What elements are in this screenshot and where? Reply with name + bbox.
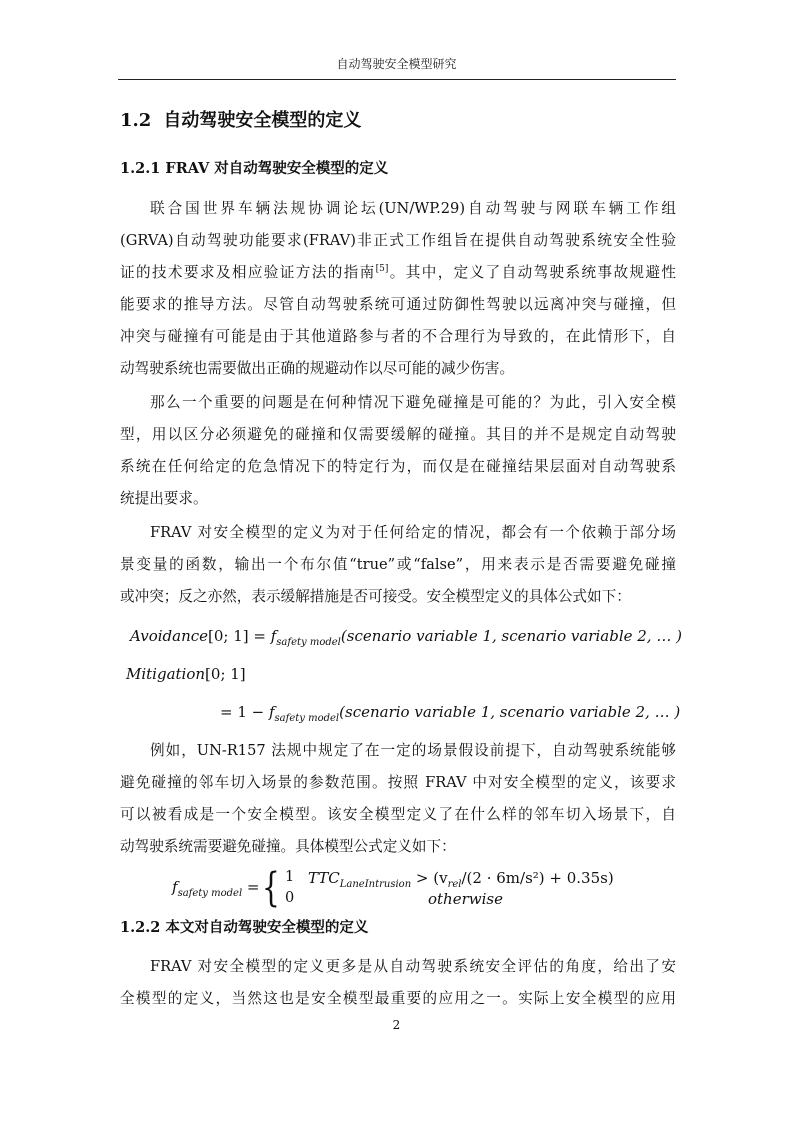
subsection-heading-1: 1.2.1 FRAV 对自动驾驶安全模型的定义: [120, 160, 389, 177]
case-1-value: 1: [285, 869, 295, 885]
case-2-condition: otherwise: [428, 890, 503, 908]
running-header: 自动驾驶安全模型研究: [336, 57, 457, 71]
page-number: 2: [392, 1018, 401, 1032]
case-2-value: 0: [285, 890, 295, 906]
paragraph-1-line: 动驾驶系统也需要做出正确的规避动作以尽可能的减少伤害。: [120, 360, 515, 377]
paragraph-4-line: 避免碰撞的邻车切入场景的参数范围。按照 FRAV 中对安全模型的定义，该要求: [120, 774, 676, 791]
paragraph-1-line: 冲突与碰撞有可能是由于其他道路参与者的不合理行为导致的，在此情形下，自: [120, 328, 676, 345]
equation-safety-model: $f_{safety model}$ =: [172, 878, 260, 899]
section-title: 自动驾驶安全模型的定义: [163, 110, 362, 131]
paragraph-2-line: 统提出要求。: [120, 490, 208, 507]
paragraph-4-line: 动驾驶系统需要避免碰撞。具体模型公式定义如下：: [120, 838, 456, 855]
subsection-heading-2: 1.2.2 本文对自动驾驶安全模型的定义: [120, 919, 369, 936]
paragraph-2-line: 那么一个重要的问题是在何种情况下避免碰撞是可能的？为此，引入安全模: [150, 394, 676, 411]
paragraph-3-line: 或冲突；反之亦然，表示缓解措施是否可接受。安全模型定义的具体公式如下：: [120, 588, 631, 605]
paragraph-1-text: 。其中，定义了自动驾驶系统事故规避性: [388, 264, 676, 281]
section-number: 1.2: [120, 110, 152, 131]
equation-avoidance: Avoidance[0; $1] = f_{safety model}(scenario$ variable 1, scenario variable 2, … ): [130, 627, 682, 648]
paragraph-1-line: 联合国世界车辆法规协调论坛(UN/WP.29)自动驾驶与网联车辆工作组: [150, 200, 676, 217]
paragraph-3-line: 景变量的函数，输出一个布尔值“true”或“false”，用来表示是否需要避免碰撞: [120, 556, 676, 573]
paragraph-2-line: 系统在任何给定的危急情况下的特定行为，而仅是在碰撞结果层面对自动驾驶系: [120, 458, 676, 475]
case-1-condition: $TTC_{LaneIntrusion} > (v_{rel}/(2 \cdot 6m/s^2) + 0.35s)$: [308, 869, 614, 890]
equation-mitigation-lhs: Mitigation[0; 1]: [126, 665, 246, 683]
equation-mitigation-rhs: = $1 - f_{safety model}(scenario$ variable 1, scenario variable 2, … ): [220, 703, 681, 724]
paragraph-1-text: 证的技术要求及相应验证方法的指南: [120, 264, 376, 281]
paragraph-4-line: 例如，UN-R157 法规中规定了在一定的场景假设前提下，自动驾驶系统能够: [150, 742, 676, 759]
header-rule: [118, 79, 676, 80]
piecewise-brace: {: [262, 865, 280, 911]
paragraph-5-line: FRAV 对安全模型的定义更多是从自动驾驶系统安全评估的角度，给出了安: [150, 958, 676, 975]
paragraph-4-line: 可以被看成是一个安全模型。该安全模型定义了在什么样的邻车切入场景下，自: [120, 806, 676, 823]
paragraph-5-line: 全模型的定义，当然这也是安全模型最重要的应用之一。实际上安全模型的应用: [120, 990, 676, 1007]
paragraph-2-line: 型，用以区分必须避免的碰撞和仅需要缓解的碰撞。其目的并不是规定自动驾驶: [120, 426, 676, 443]
section-heading: [120, 106, 361, 132]
citation-ref[interactable]: [5]: [375, 264, 389, 274]
paragraph-1-line: 能要求的推导方法。尽管自动驾驶系统可通过防御性驾驶以远离冲突与碰撞，但: [120, 296, 676, 313]
paragraph-1-line: (GRVA)自动驾驶功能要求(FRAV)非正式工作组旨在提供自动驾驶系统安全性验: [120, 232, 676, 249]
paragraph-3-line: FRAV 对安全模型的定义为对于任何给定的情况，都会有一个依赖于部分场: [150, 524, 676, 541]
paragraph-1-line: [120, 259, 676, 287]
